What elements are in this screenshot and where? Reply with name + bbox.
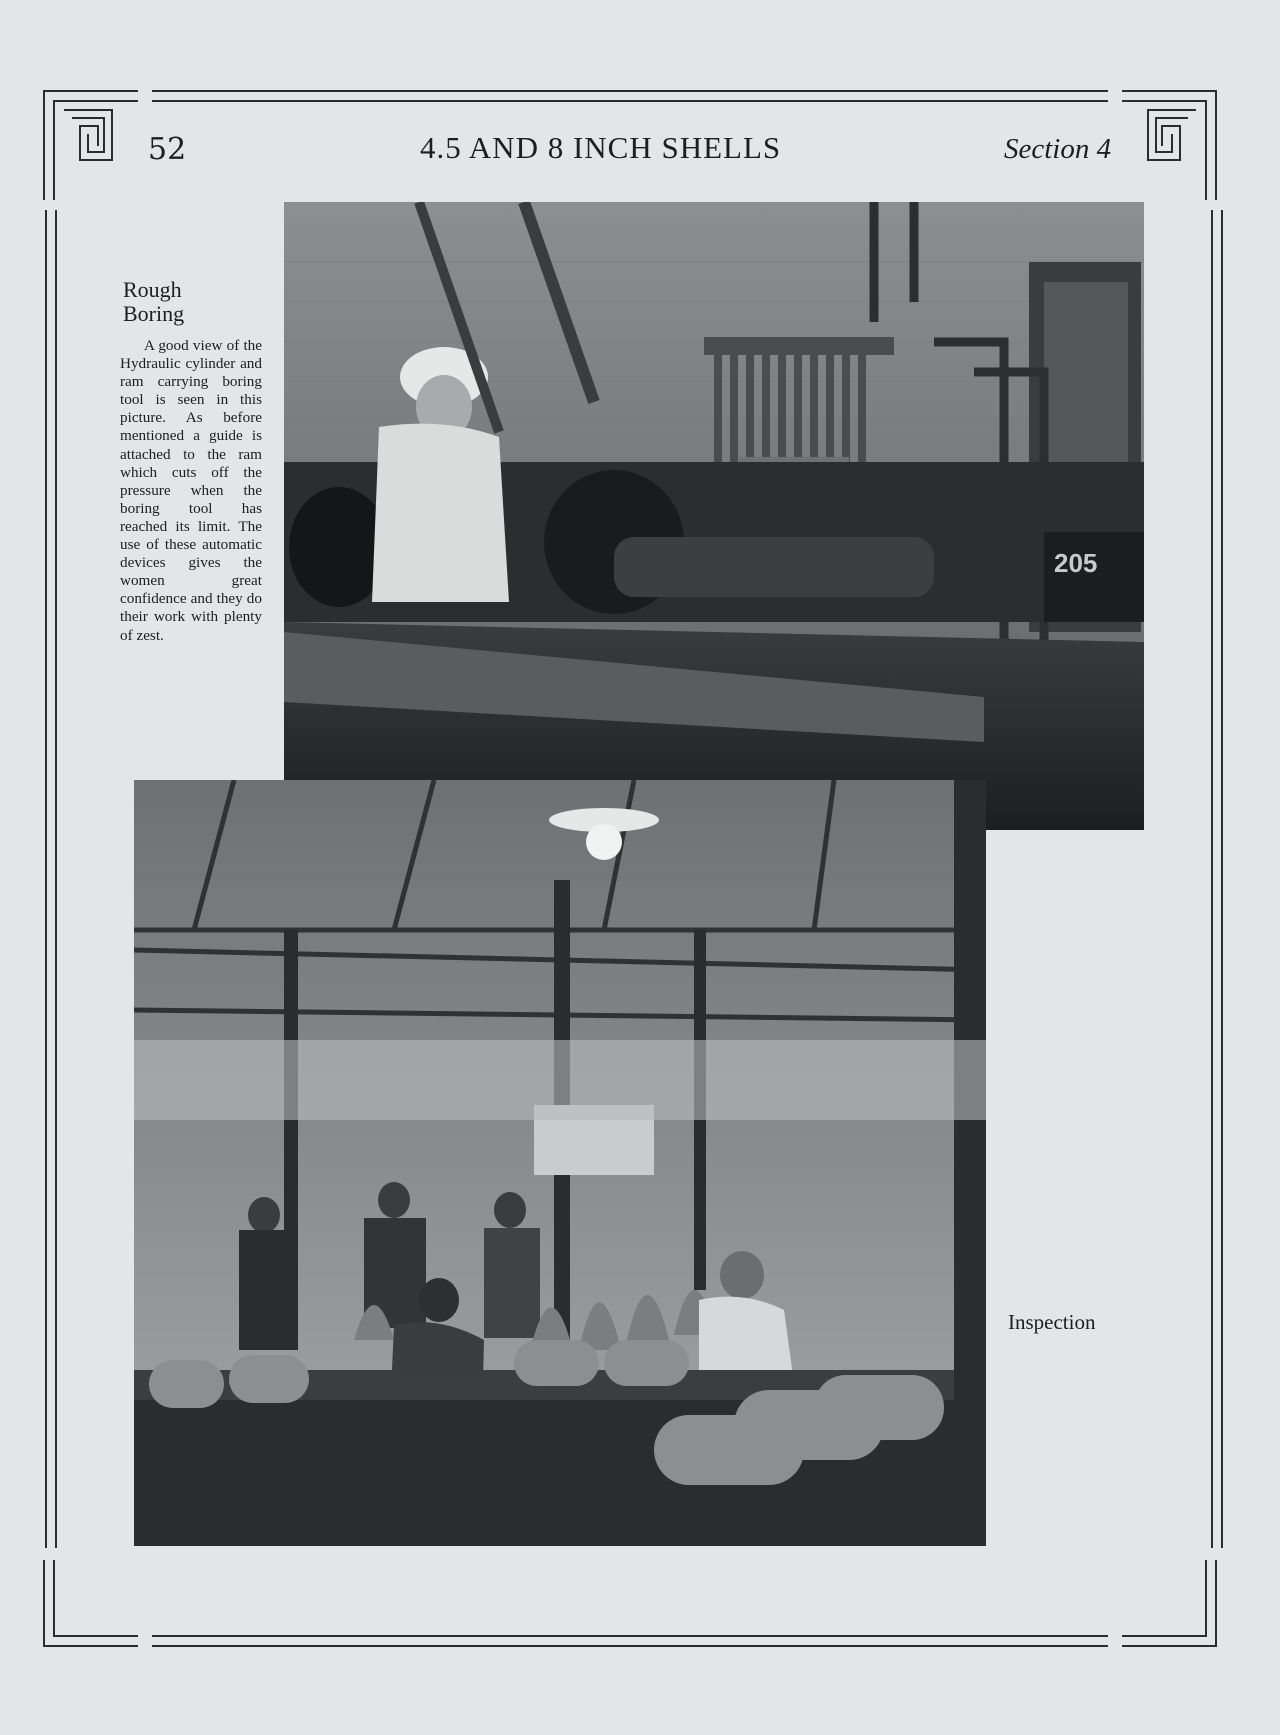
rough-boring-caption-body: A good view of the Hydraulic cylinder and ram carrying boring tool is seen in this picture. As before mentioned a guide is attached to the ram which cuts off the pressure when the boring tool has reached its limit. The use of these automatic devices gives the women great confidence and they do their work with plenty of zest. [120,337,262,644]
page-number: 52 [148,132,187,167]
caption-title-line-1: Rough [123,277,182,302]
inspection-photo [134,780,986,1546]
caption-title-line-2: Boring [123,301,185,326]
rough-boring-caption-title [123,278,273,326]
section-label: Section 4 [1004,133,1112,165]
machine-number-marking: 205 [1054,548,1098,578]
running-title: 4.5 AND 8 INCH SHELLS [420,130,782,165]
rough-boring-photo [284,202,1144,830]
inspection-caption: Inspection [1008,1310,1096,1334]
